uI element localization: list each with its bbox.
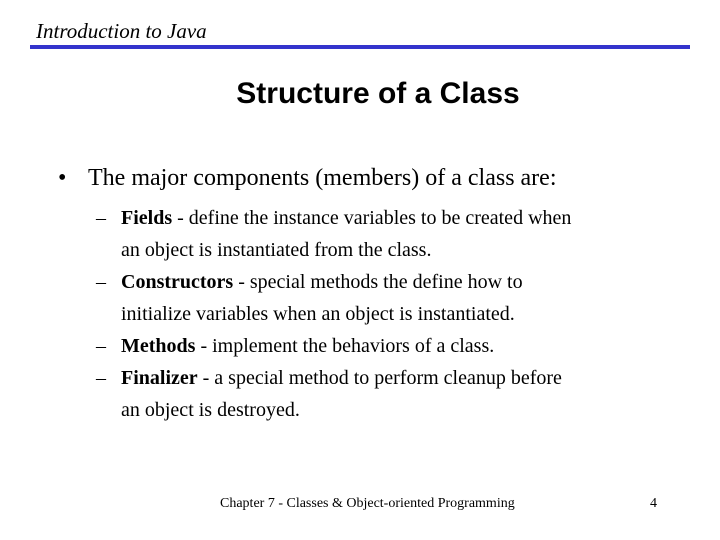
footer-chapter-title: Chapter 7 - Classes & Object-oriented Programming — [220, 496, 515, 511]
item-text: - special methods the define how to — [233, 271, 523, 293]
item-text: - a special method to perform cleanup before — [197, 367, 562, 389]
list-item-fields — [96, 202, 696, 266]
item-text: - implement the behaviors of a class. — [195, 335, 495, 357]
page-number: 4 — [650, 496, 657, 511]
item-text-continued: initialize variables when an object is instantiated. — [121, 303, 515, 325]
list-item-methods — [96, 330, 696, 362]
header-divider — [30, 45, 690, 49]
slide-title: Structure of a Class — [236, 77, 520, 110]
term-constructors: Constructors — [121, 271, 234, 293]
course-title: Introduction to Java — [36, 19, 207, 43]
item-text: - define the instance variables to be created when — [172, 207, 572, 229]
dash-marker: – — [96, 207, 106, 229]
main-bullet — [58, 162, 557, 194]
list-item-finalizer — [96, 362, 696, 426]
members-list — [96, 202, 696, 426]
item-text-continued: an object is destroyed. — [121, 399, 300, 421]
term-finalizer: Finalizer — [121, 367, 198, 389]
dash-marker: – — [96, 271, 106, 293]
term-methods: Methods — [121, 335, 196, 357]
main-bullet-text: The major components (members) of a class are: — [88, 165, 557, 191]
item-text-continued: an object is instantiated from the class. — [121, 239, 432, 261]
bullet-marker: • — [58, 165, 67, 191]
dash-marker: – — [96, 367, 106, 389]
list-item-constructors — [96, 266, 696, 330]
dash-marker: – — [96, 335, 106, 357]
term-fields: Fields — [121, 207, 173, 229]
